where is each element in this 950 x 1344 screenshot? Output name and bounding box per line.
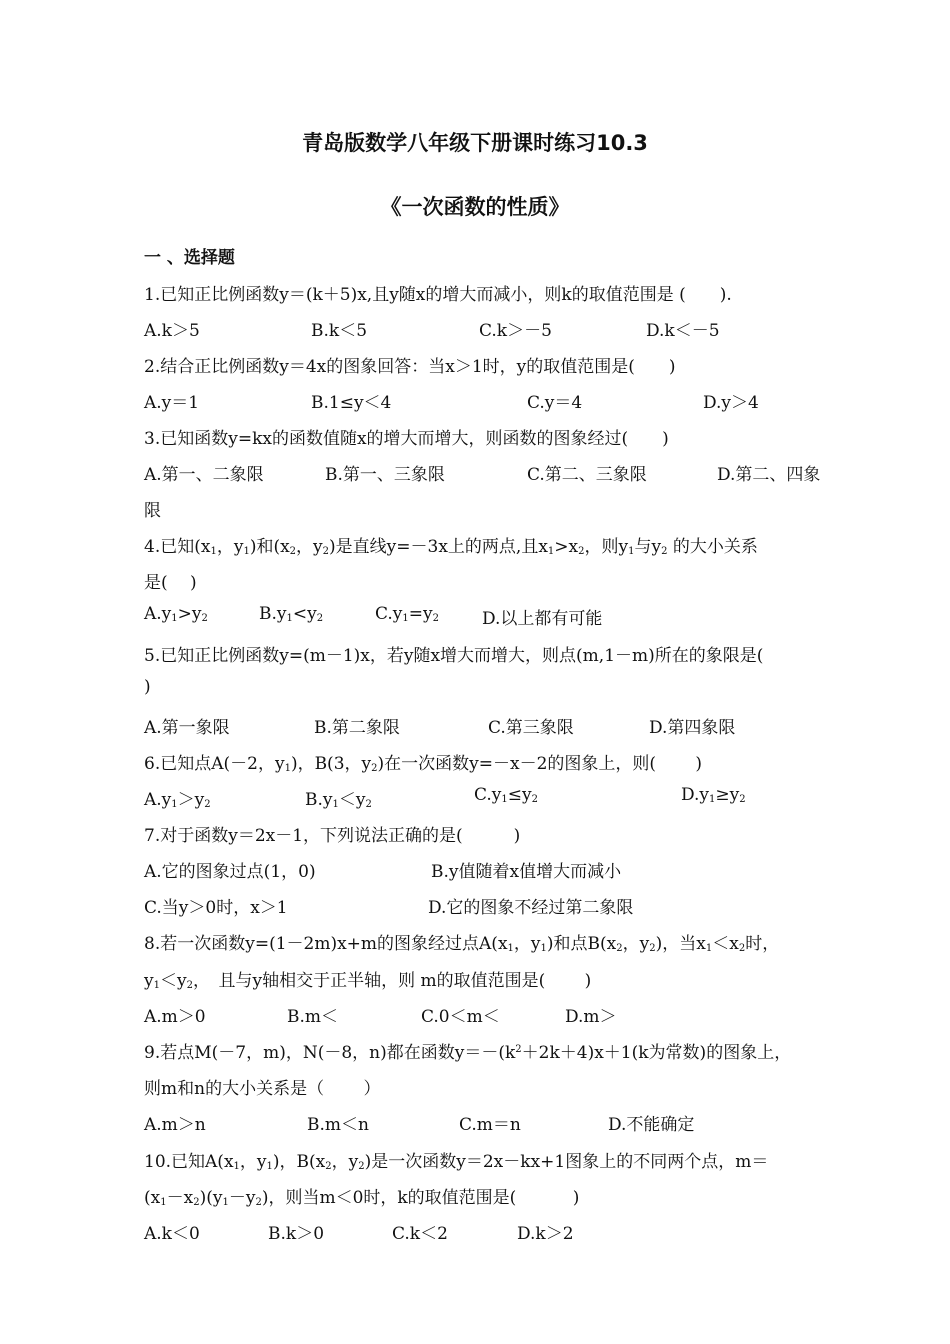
q3-option-d-wrap: 限 [144,501,161,521]
question-1: 1.已知正比例函数y＝(k＋5)x,且y随x的增大而减小，则k的取值范围是 ( ). [144,285,732,305]
q4-option-c: $C.y_1=y_2$ [375,604,440,624]
q2-option-a: A.y＝1 [144,393,200,413]
question-5: 5.已知正比例函数y=(m－1)x，若y随x增大而增大，则点(m,1－m)所在的象限是( [144,646,764,666]
q1-option-a: A.k＞5 [144,321,200,341]
q6-option-c: $C.y_1\le y_2$ [474,785,539,805]
q1-option-b: B.k＜5 [311,321,368,341]
q4-option-d: D.以上都有可能 [482,609,603,629]
question-9-cont: 则m和n的大小关系是（ ） [144,1079,381,1099]
q5-option-a: A.第一象限 [144,718,230,738]
q7-option-c: C.当y＞0时，x＞1 [144,898,288,918]
q6-option-a: $A.y_1>y_2$ [144,790,211,810]
question-4: 4.已知($x_1$，$y_1$)和($x_2$，$y_2$)是直线y=－3x上的两点,且$x_1>x_2$，则$y_1$与$y_2$ 的大小关系 [144,537,758,557]
q1-option-d: D.k＜－5 [646,321,720,341]
question-9: 9.若点M(－7，m)，N(－8，n)都在函数$y=-(k^2+2k+4)x+1(k$为常数)的图象上， [144,1043,792,1063]
question-10-cont: $(x_1-x_2)(y_1-y_2)$，则当m＜0时，k的取值范围是( ) [144,1188,580,1208]
q7-option-b: B.y值随着x值增大而减小 [431,862,622,882]
q9-option-d: D.不能确定 [608,1115,695,1135]
q6-option-d: $D.y_1\ge y_2$ [681,785,746,805]
q3-option-b: B.第一、三象限 [325,465,445,485]
q3-option-a: A.第一、二象限 [144,465,264,485]
q10-option-b: B.k＞0 [268,1224,325,1244]
q2-option-d: D.y＞4 [703,393,759,413]
question-7: 7.对于函数y＝2x－1，下列说法正确的是( ) [144,826,521,846]
q4-option-b: $B.y_1<y_2$ [259,604,324,624]
q2-option-b: B.1≤y＜4 [311,393,392,413]
q5-option-c: C.第三象限 [488,718,574,738]
q10-option-a: A.k＜0 [144,1224,200,1244]
section-heading: 一 、选择题 [144,248,235,268]
q3-option-c: C.第二、三象限 [527,465,647,485]
q7-option-a: A.它的图象过点(1，0) [144,862,316,882]
question-3: 3.已知函数y=kx的函数值随x的增大而增大，则函数的图象经过( ) [144,429,669,449]
q7-option-d: D.它的图象不经过第二象限 [428,898,634,918]
question-8: 8.若一次函数y=(1－2m)x+m的图象经过点$A(x_1$，$y_1$)和点$B(x_2$，$y_2$)，当$x_1<x_2$时， [144,934,780,954]
question-4-cont: 是( ) [144,573,197,593]
q5-option-b: B.第二象限 [314,718,400,738]
q9-option-b: B.m＜n [307,1115,369,1135]
q1-option-c: C.k＞－5 [479,321,552,341]
q4-option-a: $A.y_1>y_2$ [144,604,208,624]
q3-option-d: D.第二、四象 [717,465,821,485]
q9-option-c: C.m＝n [459,1115,521,1135]
q10-option-c: C.k＜2 [392,1224,448,1244]
q8-option-d: D.m＞ [565,1007,617,1027]
question-6: 6.已知点A(－2，$y_1$)，B(3，$y_2$)在一次函数y=－x－2的图象上，则( ) [144,754,703,774]
q6-option-b: $B.y_1<y_2$ [305,790,372,810]
q5-option-d: D.第四象限 [649,718,736,738]
question-8-cont: $y_1<y_2$， 且与y轴相交于正半轴，则 m的取值范围是( ) [144,971,592,991]
page-subtitle: 《一次函数的性质》 [380,195,570,219]
q8-option-a: A.m＞0 [144,1007,206,1027]
q9-option-a: A.m＞n [144,1115,206,1135]
q2-option-c: C.y＝4 [527,393,583,413]
q10-option-d: D.k＞2 [517,1224,574,1244]
q8-option-c: C.0＜m＜ [421,1007,500,1027]
question-2: 2.结合正比例函数y＝4x的图象回答：当x＞1时，y的取值范围是( ) [144,357,676,377]
q8-option-b: B.m＜ [287,1007,339,1027]
page-title: 青岛版数学八年级下册课时练习10.3 [302,131,648,155]
question-10: 10.已知$A(x_1$，$y_1$)，$B(x_2$，$y_2$)是一次函数y＝2x－kx+1图象上的不同两个点，m＝ [144,1152,769,1172]
question-5-cont: ) [144,677,151,697]
